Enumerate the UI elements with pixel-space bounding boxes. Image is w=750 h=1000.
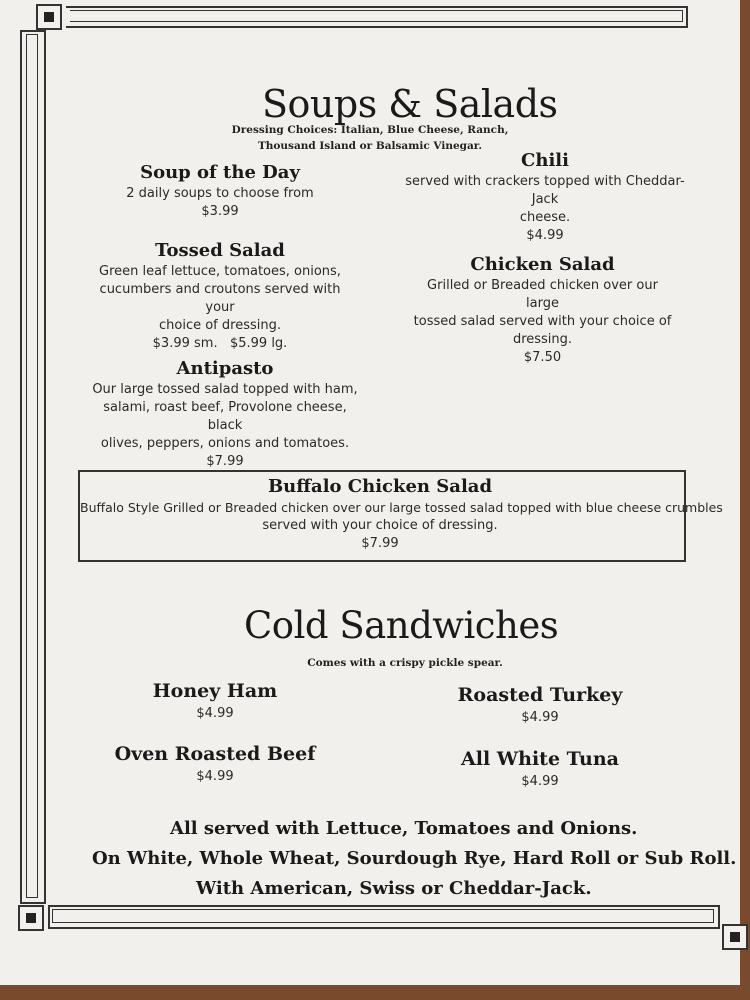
sandwich-bread-note: On White, Whole Wheat, Sourdough Rye, Hard Roll or Sub Roll. bbox=[92, 848, 737, 869]
item-description: dressing. bbox=[512, 332, 573, 347]
item-name: All White Tuna bbox=[461, 748, 619, 770]
item-price: $7.99 bbox=[206, 454, 244, 469]
item-price: $7.99 bbox=[361, 536, 399, 551]
item-name: Oven Roasted Beef bbox=[114, 743, 316, 765]
frame-left-inner-border bbox=[26, 34, 38, 898]
item-price: $3.99 sm. $5.99 lg. bbox=[152, 336, 288, 351]
corner-square-icon bbox=[18, 905, 44, 931]
item-price: $4.99 bbox=[521, 774, 559, 789]
item-description: served with your choice of dressing. bbox=[262, 518, 498, 533]
item-description: salami, roast beef, Provolone cheese, black bbox=[103, 400, 347, 433]
item-description: served with crackers topped with Cheddar-Jack bbox=[405, 174, 685, 207]
sandwich-all-white-tuna bbox=[450, 748, 630, 789]
item-name: Honey Ham bbox=[152, 680, 278, 702]
item-name: Soup of the Day bbox=[140, 162, 300, 183]
item-description: olives, peppers, onions and tomatoes. bbox=[100, 436, 350, 451]
item-price: $4.99 bbox=[526, 228, 564, 243]
item-description: Our large tossed salad topped with ham, bbox=[92, 382, 358, 397]
item-description: cucumbers and croutons served with your bbox=[99, 282, 341, 315]
item-name: Chicken Salad bbox=[470, 254, 615, 275]
corner-square-icon bbox=[722, 924, 748, 950]
cold-sandwiches-heading: Cold Sandwiches bbox=[244, 604, 559, 647]
item-name: Tossed Salad bbox=[155, 240, 285, 261]
item-name: Roasted Turkey bbox=[457, 684, 623, 706]
item-description: tossed salad served with your choice of bbox=[413, 314, 672, 329]
dressing-choices-line2: Thousand Island or Balsamic Vinegar. bbox=[257, 140, 483, 152]
item-description: 2 daily soups to choose from bbox=[126, 186, 314, 201]
item-price: $7.50 bbox=[523, 350, 562, 365]
item-description: Grilled or Breaded chicken over our large bbox=[427, 278, 658, 311]
item-description: choice of dressing. bbox=[159, 318, 281, 333]
item-name: Chili bbox=[521, 150, 569, 171]
menu-item-antipasto bbox=[90, 358, 360, 471]
item-price: $4.99 bbox=[521, 710, 559, 725]
sandwich-cheese-note: With American, Swiss or Cheddar-Jack. bbox=[196, 878, 592, 899]
menu-item-soup-of-the-day bbox=[110, 162, 330, 221]
item-description: Green leaf lettuce, tomatoes, onions, bbox=[99, 264, 341, 279]
sandwich-honey-ham bbox=[130, 680, 300, 721]
menu-item-chili bbox=[395, 150, 695, 245]
sandwich-roasted-turkey bbox=[450, 684, 630, 725]
item-name: Antipasto bbox=[176, 358, 274, 379]
item-price: $4.99 bbox=[196, 769, 234, 784]
menu-item-tossed-salad bbox=[95, 240, 345, 353]
menu-item-buffalo-chicken-salad bbox=[80, 476, 723, 553]
item-name: Buffalo Chicken Salad bbox=[267, 476, 493, 497]
frame-bottom-inner-border bbox=[52, 909, 714, 923]
soups-salads-heading: Soups & Salads bbox=[262, 82, 558, 126]
item-price: $3.99 bbox=[201, 204, 239, 219]
item-description: cheese. bbox=[519, 210, 571, 225]
corner-square-icon bbox=[36, 4, 62, 30]
dressing-choices-line1: Dressing Choices: Italian, Blue Cheese, Ranch, bbox=[231, 124, 509, 136]
sandwich-oven-roasted-beef bbox=[110, 743, 320, 784]
menu-item-chicken-salad bbox=[410, 254, 675, 367]
frame-top-inner-border bbox=[70, 10, 683, 22]
cold-sandwiches-subtitle: Comes with a crispy pickle spear. bbox=[307, 657, 503, 669]
item-price: $4.99 bbox=[196, 706, 234, 721]
item-description: Buffalo Style Grilled or Breaded chicken over our large tossed salad topped with blue cheese crumbles bbox=[80, 500, 723, 515]
sandwich-toppings-note: All served with Lettuce, Tomatoes and Onions. bbox=[170, 818, 638, 839]
